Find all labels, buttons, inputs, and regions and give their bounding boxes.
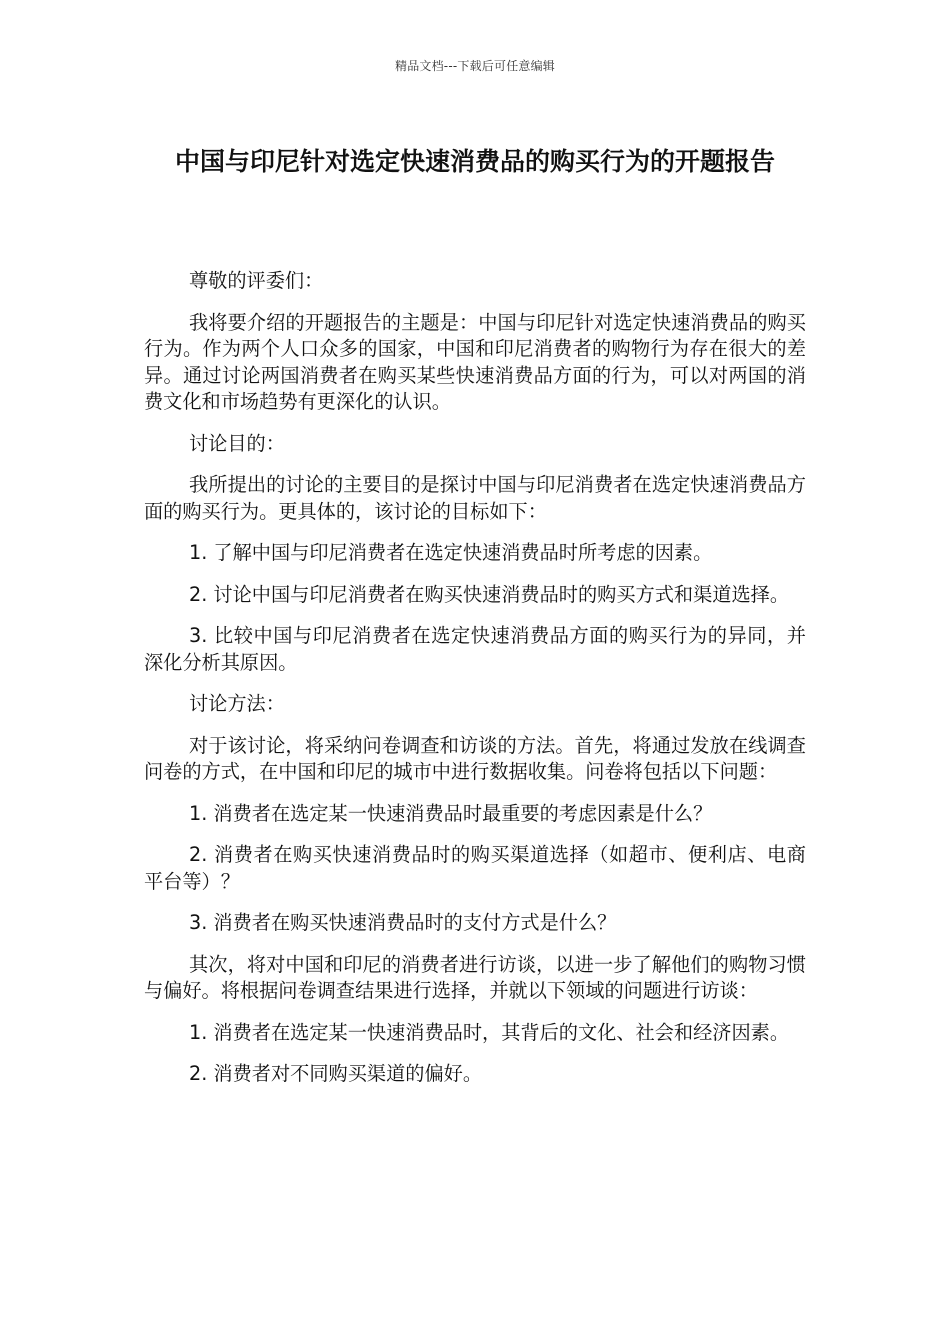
section-heading-method: 讨论方法： (189, 692, 285, 715)
list-item-question-1: 1. 消费者在选定某一快速消费品时最重要的考虑因素是什么？ (189, 801, 713, 825)
list-item-interview-2: 2. 消费者对不同购买渠道的偏好。 (189, 1062, 483, 1085)
paragraph-introduction: 我将要介绍的开题报告的主题是：中国与印尼针对选定快速消费品的购买行为。作为两个人口众多的国家，中国和印尼消费者的购物行为存在很大的差异。通过讨论两国消费者在购买某些快速消费品方面的行为，可以对两国的消费文化和市场趋势有更深化的认识。 (144, 310, 806, 413)
document-body (144, 268, 806, 1103)
list-item-goal-3: 3. 比较中国与印尼消费者在选定快速消费品方面的购买行为的异同，并深化分析其原因。 (144, 624, 806, 674)
list-item-goal-1: 1. 了解中国与印尼消费者在选定快速消费品时所考虑的因素。 (189, 541, 713, 564)
page-header: 精品文档---下载后可任意编辑 (395, 59, 555, 73)
paragraph-salutation: 尊敬的评委们： (189, 269, 324, 292)
paragraph-method-interview: 其次，将对中国和印尼的消费者进行访谈，以进一步了解他们的购物习惯与偏好。将根据问卷调查结果进行选择，并就以下领域的问题进行访谈： (144, 952, 806, 1002)
paragraph-purpose: 我所提出的讨论的主要目的是探讨中国与印尼消费者在选定快速消费品方面的购买行为。更具体的，该讨论的目标如下： (144, 473, 806, 523)
list-item-interview-1: 1. 消费者在选定某一快速消费品时，其背后的文化、社会和经济因素。 (189, 1020, 790, 1044)
list-item-goal-2: 2. 讨论中国与印尼消费者在购买快速消费品时的购买方式和渠道选择。 (189, 582, 790, 606)
paragraph-method-survey: 对于该讨论，将采纳问卷调查和访谈的方法。首先，将通过发放在线调查问卷的方式，在中国和印尼的城市中进行数据收集。问卷将包括以下问题： (144, 733, 806, 783)
list-item-question-3: 3. 消费者在购买快速消费品时的支付方式是什么？ (189, 911, 617, 934)
section-heading-purpose: 讨论目的： (189, 431, 285, 455)
list-item-question-2: 2. 消费者在购买快速消费品时的购买渠道选择（如超市、便利店、电商平台等）？ (144, 843, 806, 893)
document-title: 中国与印尼针对选定快速消费品的购买行为的开题报告 (174, 147, 775, 176)
